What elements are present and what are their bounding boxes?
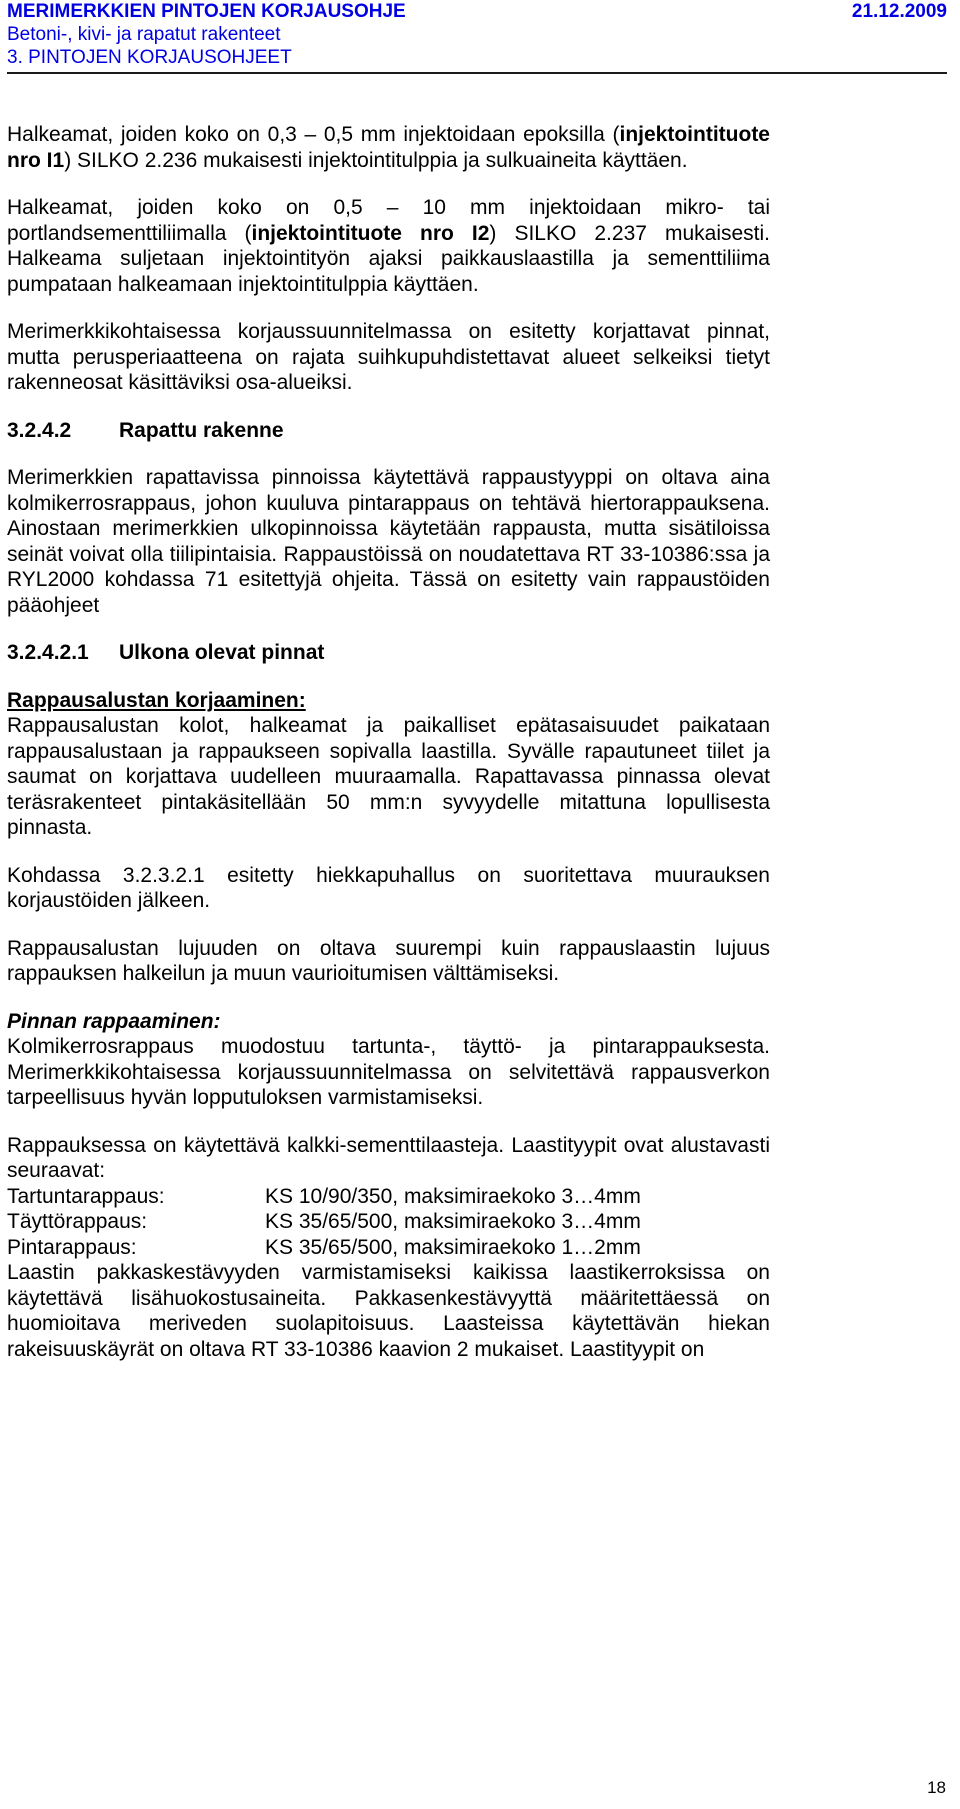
paragraph-frost-resistance: Laastin pakkaskestävyyden varmistamiseksi kaikissa laastikerroksissa on käytettävä lisähuokostusaineita. Pakkasenkestävyyttä määritettäessä on huomioitava meriveden suolapitoisuus. Laasteissa käytettävän hiekan rakeisuuskäyrät on oltava RT 33-10386 kaavion 2 mukaiset. Laastityypit on bbox=[7, 1261, 770, 1361]
text-run: Halkeamat, joiden koko on 0,5 – 10 mm injektoidaan mikro- tai portlandsementtiliimalla ( bbox=[7, 196, 770, 245]
paragraph-sandblasting: Kohdassa 3.2.3.2.1 esitetty hiekkapuhallus on suoritettava muurauksen korjaustöiden jälkeen. bbox=[7, 863, 770, 912]
mortar-mix-row bbox=[7, 1235, 641, 1261]
header-title-row bbox=[7, 0, 947, 23]
heading-title: Rapattu rakenne bbox=[119, 418, 284, 442]
subheading-surface-rendering: Pinnan rappaaminen: bbox=[7, 1009, 221, 1033]
mortar-mix-row bbox=[7, 1184, 641, 1210]
mortar-mix-table bbox=[7, 1184, 641, 1261]
product-reference: injektointituote nro I1 bbox=[7, 123, 770, 172]
heading-number: 3.2.4.2.1 bbox=[7, 641, 89, 664]
mortar-mix-row bbox=[7, 1209, 641, 1235]
section-title: 3. PINTOJEN KORJAUSOHJEET bbox=[7, 47, 292, 68]
heading-number: 3.2.4.2 bbox=[7, 418, 72, 442]
paragraph-epoxy-injection bbox=[7, 122, 770, 173]
text-run: ) SILKO 2.237 mukaisesti. Halkeama suljetaan injektointityön ajaksi paikkauslaastilla ja sementtiliima pumpataan halkeamaan injektointitulppia käyttäen. bbox=[7, 221, 771, 296]
paragraph-cement-injection bbox=[7, 195, 770, 297]
heading-rendered-structure bbox=[7, 418, 770, 444]
mortar-mix-label: Pintarappaus: bbox=[7, 1235, 137, 1259]
paragraph-substrate-repair: Rappausalustan kolot, halkeamat ja paikalliset epätasaisuudet paikataan rappausalustaan ja rappaukseen sopivalla laastilla. Syvälle rapautuneet tiilet ja saumat on korjattava uudelleen muuraamalla. Rapattavassa pinnassa olevat teräsrakenteet pintakäsitellään 50 mm:n syvyydelle mitattuna lopullisesta pinnasta. bbox=[7, 714, 770, 839]
document-subtitle: Betoni-, kivi- ja rapatut rakenteet bbox=[7, 24, 281, 45]
mortar-mix-label: Tartuntarappaus: bbox=[7, 1184, 165, 1208]
text-run: ) SILKO 2.236 mukaisesti injektointitulppia ja sulkuaineita käyttäen. bbox=[64, 148, 688, 172]
page-number: 18 bbox=[927, 1778, 946, 1797]
paragraph-three-coat-render: Kolmikerrosrappaus muodostuu tartunta-, täyttö- ja pintarappauksesta. Merimerkkikohtaisessa korjaussuunnitelmassa on selvitettävä rappausverkon tarpeellisuus hyvän lopputuloksen varmistamiseksi. bbox=[7, 1035, 770, 1109]
product-reference: injektointituote nro I2 bbox=[251, 221, 490, 245]
document-title: MERIMERKKIEN PINTOJEN KORJAUSOHJE bbox=[7, 1, 406, 22]
page-content bbox=[7, 122, 770, 1384]
paragraph-mortar-types: Rappauksessa on käytettävä kalkki-sementtilaasteja. Laastityypit ovat alustavasti seuraavat: bbox=[7, 1133, 770, 1182]
mortar-mix-label: Täyttörappaus: bbox=[7, 1210, 148, 1233]
heading-title: Ulkona olevat pinnat bbox=[119, 641, 325, 664]
subheading-substrate-repair: Rappausalustan korjaaminen: bbox=[7, 688, 306, 712]
document-date: 21.12.2009 bbox=[851, 1, 947, 22]
page-header bbox=[7, 0, 947, 74]
mortar-mix-value: KS 35/65/500, maksimiraekoko 1…2mm bbox=[265, 1235, 641, 1259]
text-run: Halkeamat, joiden koko on 0,3 – 0,5 mm injektoidaan epoksilla ( bbox=[7, 123, 620, 146]
paragraph-substrate-strength: Rappausalustan lujuuden on oltava suurempi kuin rappauslaastin lujuus rappauksen halkeilun ja muun vaurioitumisen välttämiseksi. bbox=[7, 936, 770, 985]
heading-outdoor-surfaces bbox=[7, 640, 770, 666]
mortar-mix-value: KS 10/90/350, maksimiraekoko 3…4mm bbox=[265, 1184, 641, 1208]
paragraph-repair-plan: Merimerkkikohtaisessa korjaussuunnitelmassa on esitetty korjattavat pinnat, mutta perusperiaatteena on rajata suihkupuhdistettavat alueet selkeiksi tietyt rakenneosat käsittäviksi osa-alueiksi. bbox=[7, 320, 770, 394]
mortar-mix-value: KS 35/65/500, maksimiraekoko 3…4mm bbox=[265, 1210, 641, 1233]
paragraph-render-type: Merimerkkien rapattavissa pinnoissa käytettävä rappaustyyppi on oltava aina kolmikerrosrappaus, johon kuuluva pintarappaus on tehtävä hiertorappauksena. Ainostaan merimerkkien ulkopinnoissa käytetään rappausta, mutta sisätiloissa seinät voivat olla tiilipintaisia. Rappaustöissä on noudatettava RT 33-10386:ssa ja RYL2000 kohdassa 71 esitettyjä ohjeita. Tässä on esitetty vain rappaustöiden pääohjeet bbox=[7, 466, 770, 617]
